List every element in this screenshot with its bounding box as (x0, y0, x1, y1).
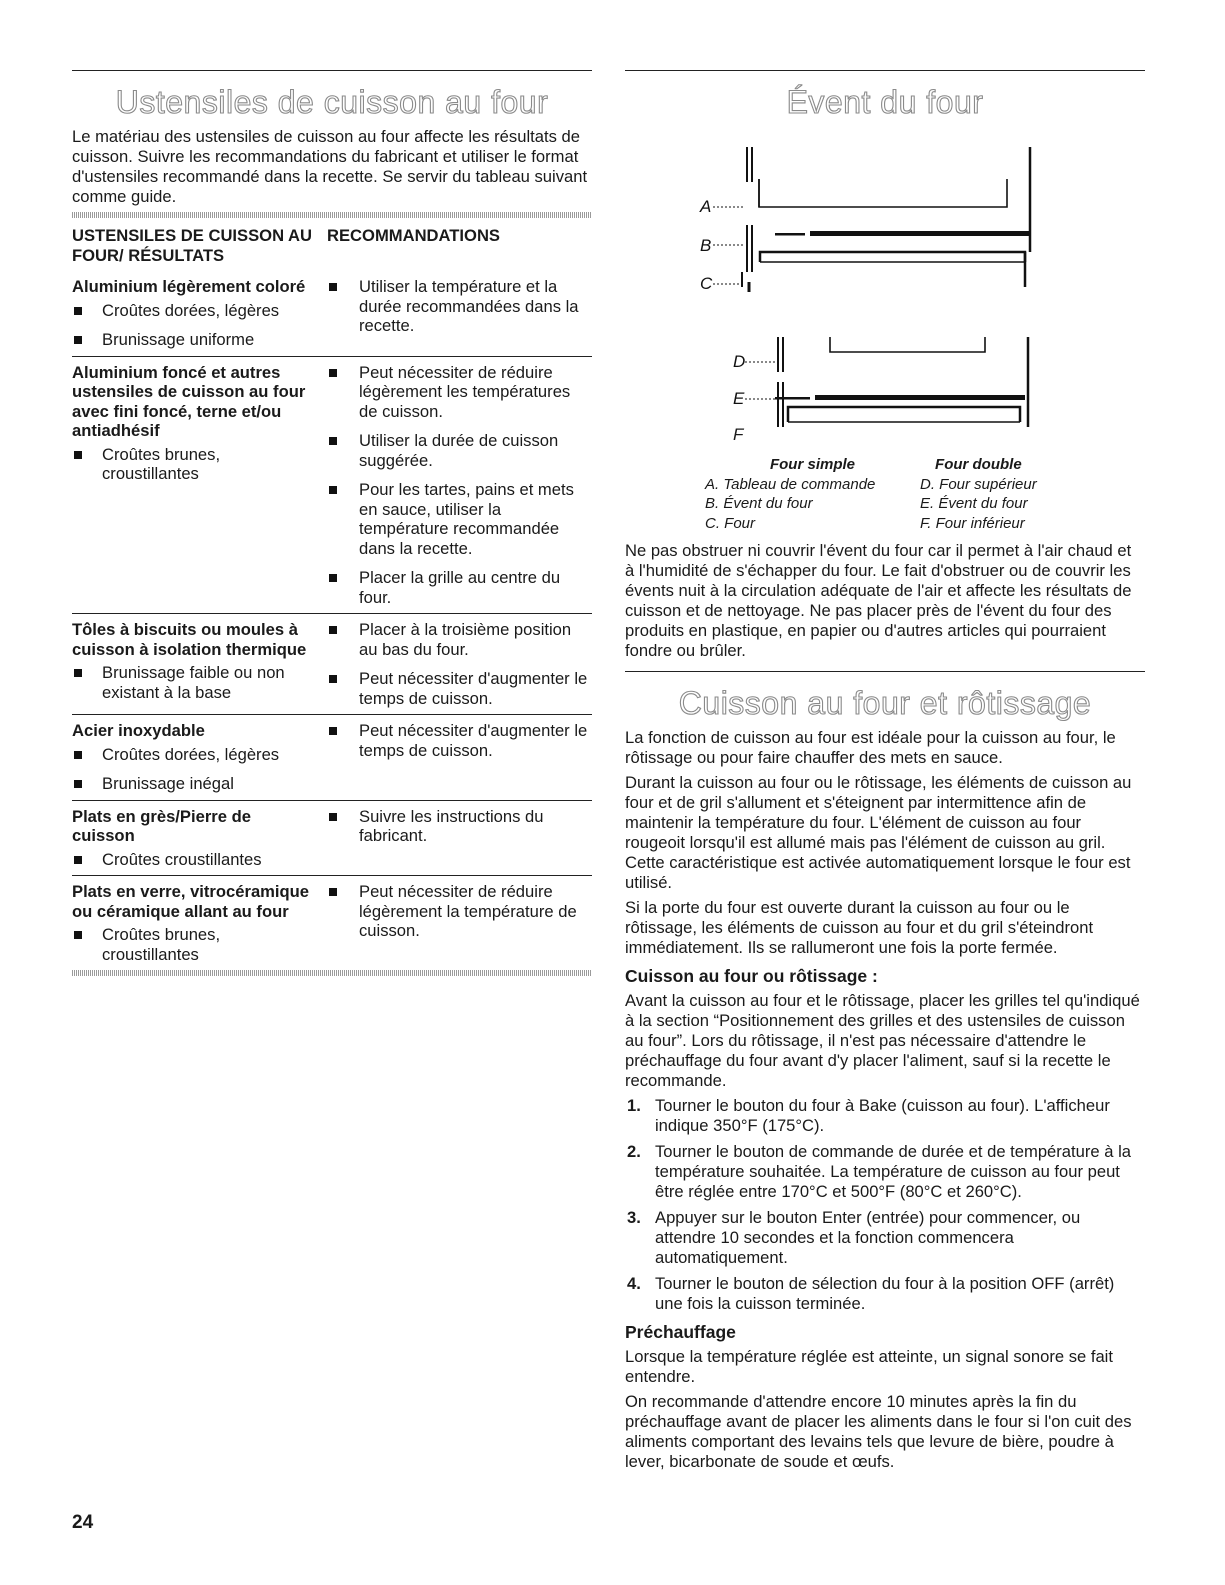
table-row (72, 356, 592, 614)
table-row (72, 614, 592, 715)
label-f: F (733, 425, 744, 444)
label-c: C (700, 274, 713, 293)
results-list (72, 925, 317, 964)
preheat-paragraph-2: On recommande d'attendre encore 10 minutes après la fin du préchauffage avant de placer les aliments dans le four si l'on cuit des aliments comportant des levains tels que levure de bière, poudre à lever, bicarbonate de soude et œufs. (625, 1392, 1132, 1471)
diagram-legend (705, 455, 1145, 533)
legend-double (920, 455, 1037, 533)
cookware-material: Plats en verre, vitrocéramique ou céramique allant au four (72, 882, 310, 921)
cookware-cell (72, 271, 327, 356)
preheat-subheading: Préchauffage (625, 1322, 736, 1342)
top-rule-right (625, 70, 1145, 71)
bake-roast-subheading: Cuisson au four ou rôtissage : (625, 966, 878, 986)
cookware-cell (72, 800, 327, 876)
cookware-cell (72, 715, 327, 801)
step-number: 1. (627, 1096, 641, 1115)
legend-double-heading: Four double (935, 456, 1022, 473)
label-b: B (700, 236, 712, 255)
list-item: Utiliser la température et la durée recommandées dans la recette. (327, 277, 592, 336)
step-number: 4. (627, 1274, 641, 1293)
results-list (72, 850, 317, 870)
recommendations-cell (327, 800, 592, 876)
recommendations-list (327, 277, 592, 336)
step-text: Tourner le bouton de commande de durée et de température à la température souhaitée. La température de cuisson au four peut être réglée entre 170°C et 500°F (80°C et 260°C). (655, 1142, 1131, 1201)
preheat-paragraph-1: Lorsque la température réglée est atteinte, un signal sonore se fait entendre. (625, 1347, 1113, 1386)
recommendations-cell (327, 271, 592, 356)
cookware-section-title: Ustensiles de cuisson au four (115, 84, 549, 120)
bake-section-title: Cuisson au four et rôtissage (678, 685, 1092, 721)
step-item (625, 1096, 1145, 1136)
legend-single-heading: Four simple (769, 456, 855, 473)
legend-single (705, 455, 920, 533)
vent-section-title: Évent du four (786, 84, 984, 120)
table-top-hatch (72, 212, 592, 218)
results-list (72, 663, 317, 702)
recommendations-cell (327, 715, 592, 801)
list-item: Suivre les instructions du fabricant. (327, 807, 592, 846)
results-list (72, 745, 317, 794)
recommendations-list (327, 363, 592, 608)
list-item: Croûtes croustillantes (72, 850, 317, 870)
step-item (625, 1208, 1145, 1268)
cookware-table-header (72, 222, 592, 271)
step-item (625, 1274, 1145, 1314)
legend-item: C. Four (705, 514, 756, 532)
list-item: Peut nécessiter de réduire légèrement les températures de cuisson. (327, 363, 592, 422)
step-text: Tourner le bouton de sélection du four à la position OFF (arrêt) une fois la cuisson terminée. (655, 1274, 1115, 1313)
oven-vent-diagram (625, 127, 1145, 444)
list-item: Peut nécessiter d'augmenter le temps de cuisson. (327, 721, 592, 760)
list-item: Placer à la troisième position au bas du four. (327, 620, 592, 659)
results-list (72, 301, 317, 350)
recommendations-list (327, 620, 592, 708)
oven-vent-svg (625, 127, 1145, 427)
page-number: 24 (72, 1512, 94, 1533)
recommendations-cell (327, 876, 592, 971)
list-item: Placer la grille au centre du four. (327, 568, 592, 607)
bake-paragraph-1: La fonction de cuisson au four est idéale pour la cuisson au four, le rôtissage ou pour faire chauffer des mets en sauce. (625, 728, 1116, 767)
table-row (72, 876, 592, 971)
step-number: 3. (627, 1208, 641, 1227)
table-row (72, 800, 592, 876)
step-text: Tourner le bouton du four à Bake (cuisson au four). L'afficheur indique 350°F (175°C). (655, 1096, 1110, 1135)
legend-item: E. Évent du four (920, 495, 1028, 512)
table-row (72, 271, 592, 356)
cookware-cell (72, 614, 327, 715)
cookware-material: Acier inoxydable (72, 721, 205, 740)
label-a: A (700, 197, 712, 216)
list-item: Croûtes dorées, légères (72, 745, 317, 765)
mid-rule-right (625, 671, 1145, 672)
label-e: E (733, 389, 745, 408)
cookware-material: Aluminium légèrement coloré (72, 277, 306, 296)
cookware-table (72, 222, 592, 970)
list-item: Brunissage uniforme (72, 330, 317, 350)
label-d: D (733, 352, 746, 371)
list-item: Peut nécessiter d'augmenter le temps de cuisson. (327, 669, 592, 708)
vent-paragraph: Ne pas obstruer ni couvrir l'évent du four car il permet à l'air chaud et à l'humidité de s'échapper du four. Le fait d'obstruer ou de couvrir les évents nuit à la circulation adéquate de l'air et affecte les résultats de cuisson et de nettoyage. Ne pas placer près de l'évent du four des produits en plastique, en papier ou d'autres articles qui pourraient fondre ou brûler. (625, 541, 1132, 660)
list-item: Peut nécessiter de réduire légèrement la température de cuisson. (327, 882, 592, 941)
recommendations-list (327, 807, 592, 846)
step-text: Appuyer sur le bouton Enter (entrée) pour commencer, ou attendre 10 secondes et la fonction commencera automatiquement. (655, 1208, 1081, 1267)
top-rule-left (72, 70, 592, 71)
double-oven-drawing (745, 337, 1028, 427)
cookware-cell (72, 356, 327, 614)
recommendations-cell (327, 614, 592, 715)
list-item: Croûtes brunes, croustillantes (72, 445, 317, 484)
list-item: Croûtes brunes, croustillantes (72, 925, 317, 964)
left-column (72, 70, 592, 976)
recommendations-list (327, 721, 592, 760)
list-item: Utiliser la durée de cuisson suggérée. (327, 431, 592, 470)
col-header-recommendations: RECOMMANDATIONS (327, 226, 500, 245)
list-item: Brunissage inégal (72, 774, 317, 794)
table-row (72, 715, 592, 801)
results-list (72, 445, 317, 484)
legend-item: D. Four supérieur (920, 475, 1037, 493)
step-item (625, 1142, 1145, 1202)
bake-roast-intro: Avant la cuisson au four et le rôtissage, placer les grilles tel qu'indiqué à la section “Positionnement des grilles et des ustensiles de cuisson au four”. Lors du rôtissage, il n'est pas nécessaire d'attendre le préchauffage du four avant d'y placer l'aliment, sauf si la recette le recommande. (625, 991, 1140, 1090)
legend-item: B. Évent du four (705, 495, 813, 512)
cookware-intro: Le matériau des ustensiles de cuisson au four affecte les résultats de cuisson. Suivre les recommandations du fabricant et utiliser le format d'ustensiles recommandé dans la recette. Se servir du tableau suivant comme guide. (72, 127, 588, 206)
bake-paragraph-2: Durant la cuisson au four ou le rôtissage, les éléments de cuisson au four et de gril s'allument et s'éteignent par intermittence afin de maintenir la température du four. L'élément de cuisson au four rougeoit lorsqu'il est allumé mais pas l'élément de cuisson au gril. Cette caractéristique est activée automatiquement lorsque le four est utilisé. (625, 773, 1132, 892)
single-oven-drawing (713, 147, 1030, 292)
list-item: Brunissage faible ou non existant à la base (72, 663, 317, 702)
cookware-cell (72, 876, 327, 971)
bake-paragraph-3: Si la porte du four est ouverte durant la cuisson au four ou le rôtissage, les éléments de cuisson au four et du gril s'éteindront immédiatement. Ils se rallumeront une fois la porte fermée. (625, 898, 1094, 957)
col-header-cookware: USTENSILES DE CUISSON AU FOUR/ RÉSULTATS (72, 226, 313, 265)
list-item: Croûtes dorées, légères (72, 301, 317, 321)
legend-item: F. Four inférieur (920, 514, 1025, 532)
step-number: 2. (627, 1142, 641, 1161)
list-item: Pour les tartes, pains et mets en sauce, utiliser la température recommandée dans la recette. (327, 480, 592, 558)
cookware-material: Tôles à biscuits ou moules à cuisson à isolation thermique (72, 620, 307, 659)
recommendations-cell (327, 356, 592, 614)
legend-item: A. Tableau de commande (705, 475, 876, 493)
bake-steps-list (625, 1096, 1145, 1314)
recommendations-list (327, 882, 592, 941)
cookware-material: Aluminium foncé et autres ustensiles de cuisson au four avec fini foncé, terne et/ou antiadhésif (72, 362, 306, 440)
right-column (625, 70, 1145, 1477)
table-bottom-hatch (72, 970, 592, 976)
cookware-material: Plats en grès/Pierre de cuisson (72, 806, 251, 845)
